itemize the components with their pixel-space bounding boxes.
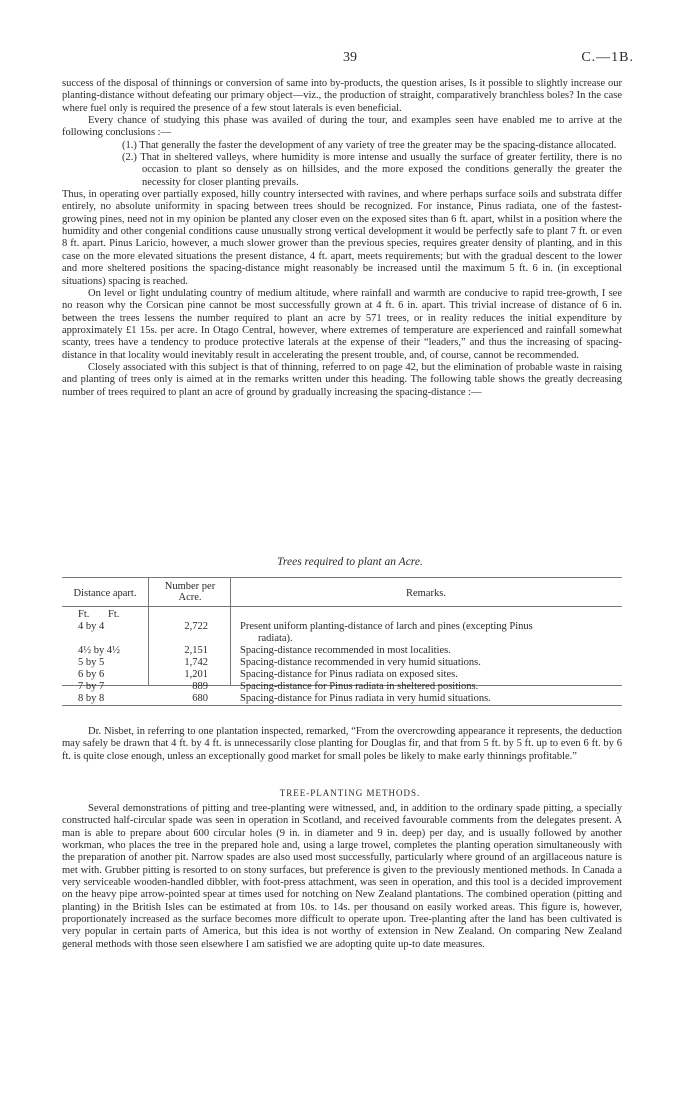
methods-section (62, 803, 622, 951)
paragraph: On level or light undulating country of medium altitude, where rainfall and warmth are conducive to rapid tree-growth, I see no reason why the Corsican pine cannot be most successfully grown at 4 ft. 6 in. apart. This trivial increase of distance of 6 in. between the trees lessens the number required to plant an acre by 571 trees, or in reality reduces the initial expenditure by approximately £1 15s. per acre. In Otago Central, however, where extremes of temperature are experienced and rainfall somewhat scanty, trees have a tendency to produce protective laterals at the expense of their “leaders,” and thus the increasing of spacing-distance in that locality would inevitably result in accelerating the present trouble, and, of course, cannot be recommended. (62, 287, 622, 361)
unit-label: Ft. (108, 609, 120, 620)
table-tail (62, 681, 622, 705)
paragraph: Thus, in operating over partially exposed, hilly country intersected with ravines, and where perhaps surface soils and substrata differ entirely, no absolute uniformity in spacing between trees should be recognized. For instance, Pinus radiata, one of the fastest-growing pines, need not in my opinion be planted any closer even on the exposed sites than 6 ft. apart, whilst in a position where the humidity and other congenial conditions cause unusually strong vertical development it would be perfectly safe to plant 7 ft. or even 8 ft. apart. Pinus Laricio, however, a much slower grower than the previous species, requires greater density of planting, and in this case on the more elevated situations the present distance, 4 ft. apart, meets requirements; but with the gradual descent to the lower and more sheltered positions the spacing-distance might reasonably be increased until the maximum 5 ft. 6 in. (in exceptional situations) spacing is reached. (62, 189, 622, 287)
table-row (62, 693, 622, 705)
cell-remarks: Spacing-distance recommended in very humid situations. (240, 657, 481, 668)
cell-number: 2,722 (184, 621, 208, 632)
planting-table (62, 573, 622, 686)
table-caption: Trees required to plant an Acre. (277, 556, 423, 568)
cell-distance: 5 by 5 (78, 657, 105, 668)
header-number: Number per Acre. (164, 581, 216, 603)
table-row (62, 669, 622, 681)
header-remarks: Remarks. (406, 588, 446, 599)
document-reference: C.—1B. (581, 50, 634, 65)
paragraph: Dr. Nisbet, in referring to one plantation inspected, remarked, “From the overcrowding appearance it represents, the deduction may safely be drawn that 4 ft. by 4 ft. is unnecessarily close planting for Douglas fir, and that from 5 ft. by 5 ft. up to even 6 ft. by 6 ft. is quite close enough, unless an exceptionally good market for small poles be likely to make early thinnings profitable.” (62, 726, 622, 762)
paragraph: Closely associated with this subject is that of thinning, referred to on page 42, but the elimination of probable waste in raising and planting of trees only is aimed at in the remarks written under this heading. The following table shows the greatly decreasing number of trees required to plant an acre of ground by gradually increasing the spacing-distance :— (62, 361, 622, 398)
cell-distance: 4 by 4 (78, 621, 105, 632)
table-row (62, 681, 622, 693)
table-rule (62, 606, 622, 607)
quote-section (62, 726, 622, 763)
cell-distance: 4½ by 4½ (78, 645, 120, 656)
cell-remarks: Spacing-distance for Pinus radiata in sheltered positions. (240, 681, 479, 692)
section-title: TREE-PLANTING METHODS. (279, 788, 421, 798)
cell-remarks: Spacing-distance recommended in most localities. (240, 645, 451, 656)
table-rule (62, 577, 622, 578)
table-rule (62, 705, 622, 706)
unit-label: Ft. (78, 609, 90, 620)
paragraph: Every chance of studying this phase was availed of during the tour, and examples seen have enabled me to arrive at the following conclusions :— (62, 115, 622, 139)
page-number: 39 (343, 50, 357, 65)
conclusion-item: (1.) That generally the faster the development of any variety of tree the greater may be the spacing-distance allocated. (122, 139, 617, 151)
paragraph: success of the disposal of thinnings or conversion of same into by-products, the question arises, Is it possible to slightly increase our planting-distance without defeating our primary object—viz., the production of straight, comparatively branchless boles? In the case where fuel only is required the presence of a few stout laterals is even beneficial. (62, 78, 622, 114)
table-row (62, 657, 622, 669)
cell-remarks: Spacing-distance for Pinus radiata in very humid situations. (240, 693, 491, 704)
cell-number: 680 (192, 693, 208, 704)
cell-remarks: Spacing-distance for Pinus radiata on exposed sites. (240, 669, 458, 680)
intro-section (62, 78, 622, 399)
paragraph: Several demonstrations of pitting and tree-planting were witnessed, and, in addition to the ordinary spade pitting, a specially constructed half-circular spade was seen in operation in Scotland, and received favourable comments from the delegates present. A man is able to prepare about 600 circular holes (9 in. in diameter and 9 in. deep) per day, and is usually followed by another workman, who places the tree in the prepared hole and, using a large trowel, completes the planting operation simultaneously with the preparation of another pit. Narrow spades are also used most successfully, particularly where ground of an argillaceous nature is met with. Grubber pitting is resorted to on stony surfaces, but preference is given to the previously mentioned methods. In Canada a very serviceable wooden-handled dibbler, with foot-press attachment, was seen in operation, and this tool is a decided improvement on the heavy pipe arrow-pointed spear at times used for notching on New Zealand plantations. The combined operation (pitting and planting) in the British Isles can be estimated at from 10s. to 14s. per thousand on easily worked areas. This figure is, however, proportionately increased as the surface becomes more difficult to operate upon. Tree-planting after the land has been cultivated is very popular in certain parts of America, but this idea is not worthy of extension in New Zealand. On comparing New Zealand general methods with those seen elsewhere I am satisfied we are adopting quite up-to date measures. (62, 803, 622, 950)
table-row (62, 645, 622, 657)
table-row (62, 621, 622, 633)
cell-number: 1,742 (184, 657, 208, 668)
table-row-continuation (62, 633, 622, 645)
cell-distance: 8 by 8 (78, 693, 105, 704)
table-units-row (62, 609, 622, 621)
conclusion-item: (2.) That in sheltered valleys, where humidity is more intense and usually the surface of greater fertility, there is no occasion to plant so densely as on hillsides, and the more exposed the conditions generally the greater the necessity for closer planting prevails. (122, 152, 622, 188)
cell-remarks: Present uniform planting-distance of larch and pines (excepting Pinus (240, 621, 533, 632)
cell-number: 1,201 (184, 669, 208, 680)
cell-remarks-continued: radiata). (258, 633, 293, 644)
cell-number: 2,151 (184, 645, 208, 656)
cell-distance: 7 by 7 (78, 681, 105, 692)
cell-distance: 6 by 6 (78, 669, 105, 680)
header-distance: Distance apart. (73, 588, 137, 599)
cell-number: 889 (192, 681, 208, 692)
